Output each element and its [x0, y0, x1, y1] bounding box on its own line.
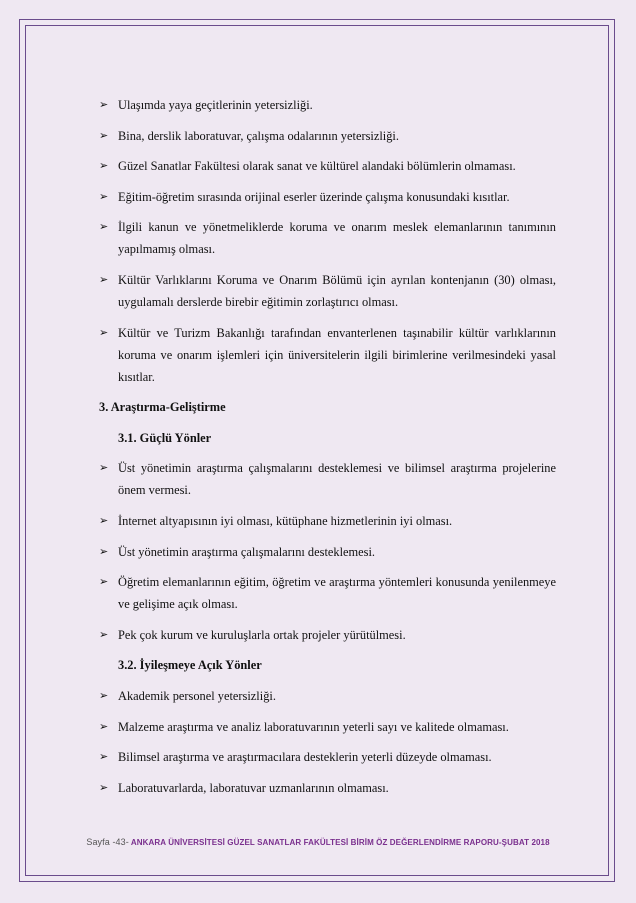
arrow-bullet-icon: ➢	[99, 461, 109, 475]
list-item: ➢ Öğretim elemanlarının eğitim, öğretim ve araştırma yöntemleri konusunda yenilenmeye ve gelişime açık olması.	[99, 571, 556, 615]
list-item: ➢ Üst yönetimin araştırma çalışmalarını desteklemesi.	[99, 541, 556, 563]
arrow-bullet-icon: ➢	[99, 627, 109, 641]
arrow-bullet-icon: ➢	[99, 544, 109, 558]
list-item: ➢ Laboratuvarlarda, laboratuvar uzmanlarının olmaması.	[99, 777, 556, 799]
subsection-heading-strengths: 3.1. Güçlü Yönler	[118, 430, 212, 445]
arrow-bullet-icon: ➢	[99, 575, 109, 589]
arrow-bullet-icon: ➢	[99, 159, 109, 173]
report-title: ANKARA ÜNİVERSİTESİ GÜZEL SANATLAR FAKÜLTESİ BİRİM ÖZ DEĞERLENDİRME RAPORU-ŞUBAT 2018	[130, 838, 550, 847]
list-item: ➢ Ulaşımda yaya geçitlerinin yetersizliği.	[99, 94, 556, 116]
document-body	[99, 94, 556, 807]
arrow-bullet-icon: ➢	[99, 272, 109, 286]
arrow-bullet-icon: ➢	[99, 750, 109, 764]
arrow-bullet-icon: ➢	[99, 128, 109, 142]
arrow-bullet-icon: ➢	[99, 189, 109, 203]
arrow-bullet-icon: ➢	[99, 220, 109, 234]
list-item: ➢ Eğitim-öğretim sırasında orijinal eserler üzerinde çalışma konusundaki kısıtlar.	[99, 186, 556, 208]
section-heading-research: 3. Araştırma-Geliştirme	[99, 400, 226, 415]
arrow-bullet-icon: ➢	[99, 688, 109, 702]
list-item: ➢ Güzel Sanatlar Fakültesi olarak sanat ve kültürel alandaki bölümlerin olmaması.	[99, 155, 556, 177]
list-item: ➢ İnternet altyapısının iyi olması, kütüphane hizmetlerinin iyi olması.	[99, 510, 556, 532]
arrow-bullet-icon: ➢	[99, 513, 109, 527]
list-item: ➢ Bina, derslik laboratuvar, çalışma odalarının yetersizliği.	[99, 125, 556, 147]
list-item: ➢ Kültür Varlıklarını Koruma ve Onarım Bölümü için ayrılan kontenjanın (30) olması, uygulamalı derslerde birebir eğitimin zorlaştırıcı olması.	[99, 269, 556, 313]
page-number: Sayfa -43-	[86, 837, 129, 847]
arrow-bullet-icon: ➢	[99, 780, 109, 794]
arrow-bullet-icon: ➢	[99, 325, 109, 339]
subsection-heading-improvements: 3.2. İyileşmeye Açık Yönler	[118, 658, 262, 673]
list-item: ➢ Malzeme araştırma ve analiz laboratuvarının yeterli sayı ve kalitede olmaması.	[99, 716, 556, 738]
list-item: ➢ İlgili kanun ve yönetmeliklerde koruma ve onarım meslek elemanlarının tanımının yapılmamış olması.	[99, 216, 556, 260]
list-item: ➢ Bilimsel araştırma ve araştırmacılara desteklerin yeterli düzeyde olmaması.	[99, 746, 556, 768]
strengths-list	[99, 457, 556, 645]
weaknesses-list-continued	[99, 94, 556, 388]
arrow-bullet-icon: ➢	[99, 98, 109, 111]
list-item: ➢ Pek çok kurum ve kuruluşlarla ortak projeler yürütülmesi.	[99, 624, 556, 646]
list-item: ➢ Akademik personel yetersizliği.	[99, 685, 556, 707]
page-footer	[0, 837, 636, 847]
list-item: ➢ Üst yönetimin araştırma çalışmalarını desteklemesi ve bilimsel araştırma projelerine önem vermesi.	[99, 457, 556, 501]
list-item: ➢ Kültür ve Turizm Bakanlığı tarafından envanterlenen taşınabilir kültür varlıklarının koruma ve onarım işlemleri için üniversitelerin ilgili birimlerine verilmesindeki yasal kısıtlar.	[99, 322, 556, 388]
improvements-list	[99, 685, 556, 799]
arrow-bullet-icon: ➢	[99, 719, 109, 733]
